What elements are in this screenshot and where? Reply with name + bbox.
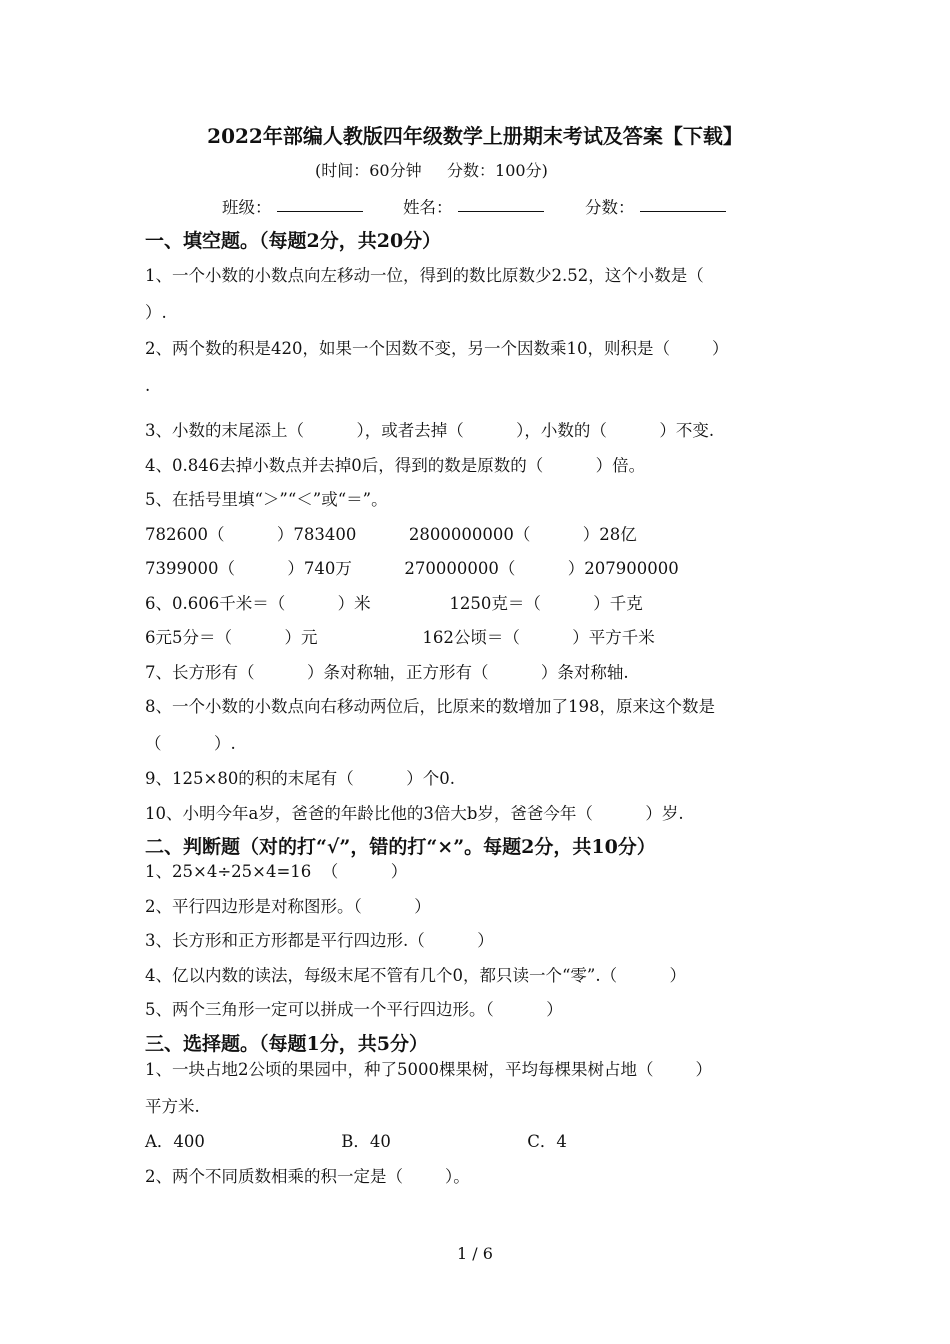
- class-label: 班级：: [222, 198, 272, 217]
- question-line: （ ）.: [145, 734, 236, 753]
- question-line: 5、两个三角形一定可以拼成一个平行四边形。（ ）: [145, 1000, 563, 1019]
- question-line: 5、在括号里填“＞”“＜”或“＝”。: [145, 490, 388, 509]
- question-line: .: [145, 376, 151, 395]
- question-line: 2、平行四边形是对称图形。（ ）: [145, 897, 431, 916]
- question-line: 782600（ ）783400 2800000000（ ）28亿: [145, 525, 637, 544]
- question-line: ）.: [145, 303, 167, 322]
- question-line: 7、长方形有（ ）条对称轴，正方形有（ ）条对称轴.: [145, 663, 629, 682]
- question-line: 2、两个不同质数相乘的积一定是（ ）。: [145, 1167, 470, 1186]
- question-line: 6元5分＝（ ）元 162公顷＝（ ）平方千米: [145, 628, 655, 647]
- score-blank: [640, 211, 726, 212]
- options-line: A．400 B．40 C．4: [145, 1132, 567, 1151]
- exam-title: 2022年部编人教版四年级数学上册期末考试及答案【下载】: [207, 124, 743, 148]
- question-line: 平方米.: [145, 1097, 200, 1116]
- question-line: 2、两个数的积是420，如果一个因数不变，另一个因数乘10，则积是（ ）: [145, 339, 729, 358]
- question-line: 1、25×4÷25×4=16 （ ）: [145, 862, 408, 881]
- question-line: 3、长方形和正方形都是平行四边形.（ ）: [145, 931, 494, 950]
- question-line: 6、0.606千米＝（ ）米 1250克＝（ ）千克: [145, 594, 643, 613]
- question-line: 8、一个小数的小数点向右移动两位后，比原来的数增加了198，原来这个数是: [145, 697, 715, 716]
- question-line: 10、小明今年a岁，爸爸的年龄比他的3倍大b岁，爸爸今年（ ）岁.: [145, 804, 684, 823]
- question-line: 4、亿以内数的读法，每级末尾不管有几个0，都只读一个“零”.（ ）: [145, 966, 687, 985]
- section-2-heading: 二、判断题（对的打“√”，错的打“×”。每题2分，共10分）: [145, 836, 656, 858]
- section-1-heading: 一、填空题。（每题2分，共20分）: [145, 230, 442, 252]
- name-label: 姓名：: [403, 198, 453, 217]
- class-blank: [277, 211, 363, 212]
- question-line: 7399000（ ）740万 270000000（ ）207900000: [145, 559, 679, 578]
- section-3-heading: 三、选择题。（每题1分，共5分）: [145, 1033, 428, 1055]
- question-line: 1、一个小数的小数点向左移动一位，得到的数比原数少2.52，这个小数是（: [145, 266, 704, 285]
- question-line: 3、小数的末尾添上（ ），或者去掉（ ），小数的（ ）不变.: [145, 421, 715, 440]
- question-line: 1、一块占地2公顷的果园中，种了5000棵果树，平均每棵果树占地（ ）: [145, 1060, 712, 1079]
- name-blank: [458, 211, 544, 212]
- exam-time-score: (时间：60分钟 分数：100分): [315, 161, 548, 180]
- page-number: 1 / 6: [457, 1244, 493, 1263]
- question-line: 4、0.846去掉小数点并去掉0后，得到的数是原数的（ ）倍。: [145, 456, 646, 475]
- question-line: 9、125×80的积的末尾有（ ）个0.: [145, 769, 456, 788]
- score-label: 分数：: [585, 198, 635, 217]
